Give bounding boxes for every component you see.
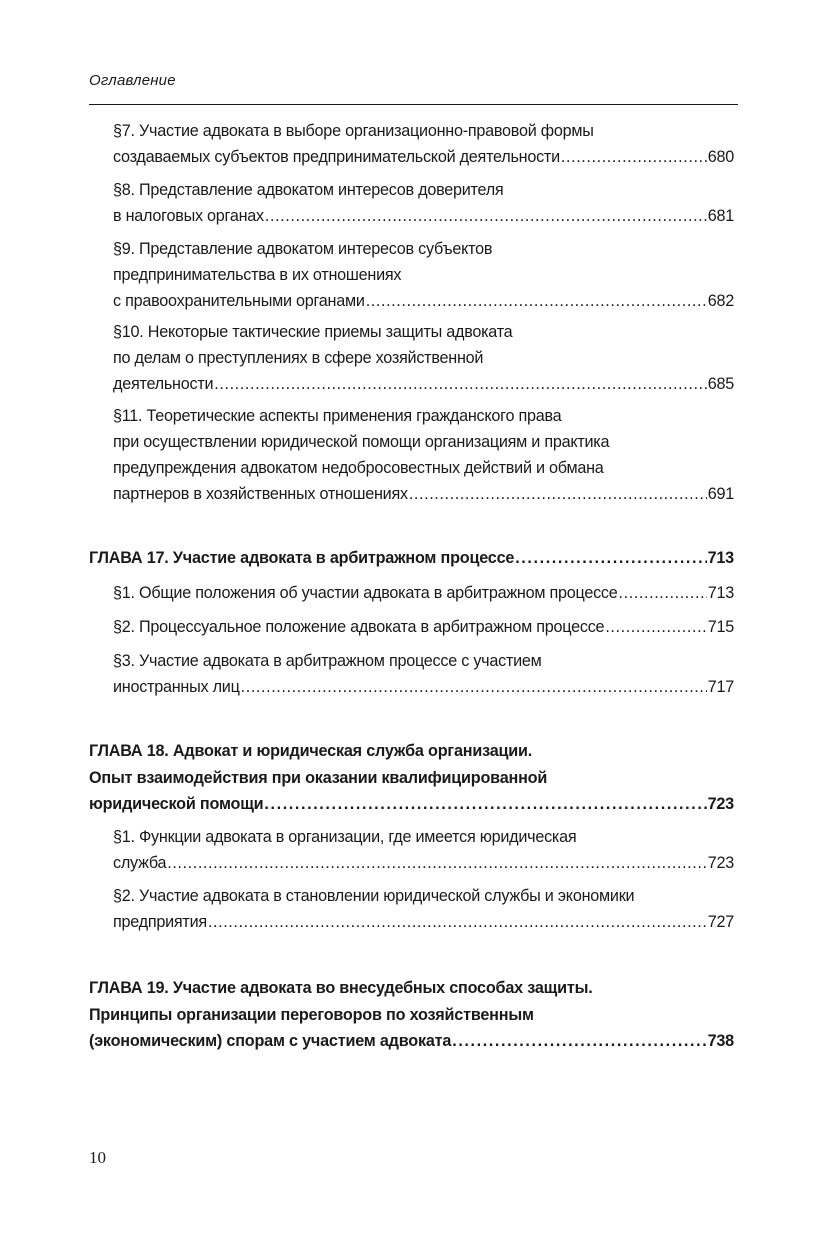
dot-leader [561,144,707,170]
page-ref[interactable]: 681 [707,207,734,225]
toc-entry-chapter-17[interactable] [89,545,734,572]
page-ref[interactable]: 713 [707,584,734,602]
dot-leader [264,791,706,818]
page-ref[interactable]: 691 [707,485,734,503]
dot-leader [241,674,707,700]
page-ref[interactable]: 723 [707,854,734,872]
chapter-line: Опыт взаимодействия при оказании квалифицированной [89,768,548,787]
page-ref[interactable]: 682 [707,292,734,310]
entry-line: §1. Функции адвоката в организации, где имеется юридическая [113,828,577,846]
entry-line: §10. Некоторые тактические приемы защиты адвоката [113,323,513,341]
dot-leader [167,850,707,876]
page-ref[interactable]: 713 [707,549,734,567]
toc-entry-section-11[interactable] [113,403,734,507]
entry-leader-line [113,371,734,397]
dot-leader [409,481,707,507]
toc-entry-section-1[interactable] [113,824,734,876]
entry-title-end: создаваемых субъектов предпринимательской деятельности [113,148,560,166]
entry-title-end: §2. Процессуальное положение адвоката в арбитражном процессе [113,618,605,636]
entry-title-end: служба [113,854,167,872]
dot-leader [214,371,706,397]
entry-leader-line [89,1028,734,1055]
page-ref[interactable]: 715 [707,618,734,636]
running-head: Оглавление [89,72,176,89]
chapter-line: ГЛАВА 19. Участие адвоката во внесудебных способах защиты. [89,979,593,997]
dot-leader [452,1028,706,1055]
entry-line: §3. Участие адвоката в арбитражном процессе с участием [113,652,542,670]
page-ref[interactable]: 738 [707,1032,734,1050]
page-number: 10 [89,1148,106,1167]
entry-leader-line [113,288,734,314]
toc-entry-section-10[interactable] [113,319,734,397]
entry-line: §9. Представление адвокатом интересов субъектов [113,240,493,258]
chapter-line: ГЛАВА 18. Адвокат и юридическая служба организации. [89,742,533,760]
toc-entry-section-3[interactable] [113,648,734,700]
entry-line: §7. Участие адвоката в выборе организационно-правовой формы [113,122,594,140]
dot-leader [605,614,706,640]
entry-leader-line [89,545,734,572]
dot-leader [208,909,707,935]
dot-leader [515,545,706,572]
entry-leader-line [113,909,734,935]
toc-entry-section-2[interactable] [113,883,734,935]
entry-leader-line [113,850,734,876]
entry-line: §2. Участие адвоката в становлении юридической службы и экономики [113,887,635,905]
entry-title-end: иностранных лиц [113,678,240,696]
entry-title-end: деятельности [113,375,214,393]
entry-line: §8. Представление адвокатом интересов доверителя [113,181,504,199]
page-ref[interactable]: 685 [707,375,734,393]
toc-entry-section-7[interactable] [113,118,734,170]
toc-entry-section-8[interactable] [113,177,734,229]
chapter-title-end: (экономическим) спорам с участием адвоката [89,1032,452,1050]
chapter-title: ГЛАВА 17. Участие адвоката в арбитражном процессе [89,549,515,567]
entry-leader-line [113,674,734,700]
header-rule [89,104,738,105]
entry-line: при осуществлении юридической помощи организациям и практика [113,433,610,451]
entry-leader-line [89,791,734,818]
entry-title-end: с правоохранительными органами [113,292,365,310]
page-ref[interactable]: 723 [707,795,734,813]
page-ref[interactable]: 717 [707,678,734,696]
toc-entry-section-2[interactable] [113,614,734,640]
entry-line: §11. Теоретические аспекты применения гражданского права [113,407,562,425]
entry-leader-line [113,203,734,229]
entry-line: предупреждения адвокатом недобросовестных действий и обмана [113,459,604,477]
page-ref[interactable]: 727 [707,913,734,931]
entry-leader-line [113,481,734,507]
dot-leader [366,288,707,314]
entry-leader-line [113,580,734,606]
entry-title-end: §1. Общие положения об участии адвоката в арбитражном процессе [113,584,618,602]
toc-entry-section-1[interactable] [113,580,734,606]
page-ref[interactable]: 680 [707,148,734,166]
entry-title-end: предприятия [113,913,207,931]
entry-line: предпринимательства в их отношениях [113,266,402,284]
entry-title-end: партнеров в хозяйственных отношениях [113,485,408,503]
dot-leader [265,203,707,229]
entry-leader-line [113,614,734,640]
chapter-title-end: юридической помощи [89,795,264,813]
entry-title-end: в налоговых органах [113,207,264,225]
dot-leader [619,580,707,606]
entry-line: по делам о преступлениях в сфере хозяйственной [113,349,484,367]
toc-entry-chapter-19[interactable] [89,975,734,1055]
entry-leader-line [113,144,734,170]
toc-entry-section-9[interactable] [113,236,734,314]
chapter-line: Принципы организации переговоров по хозяйственным [89,1005,534,1024]
toc-entry-chapter-18[interactable] [89,738,734,818]
